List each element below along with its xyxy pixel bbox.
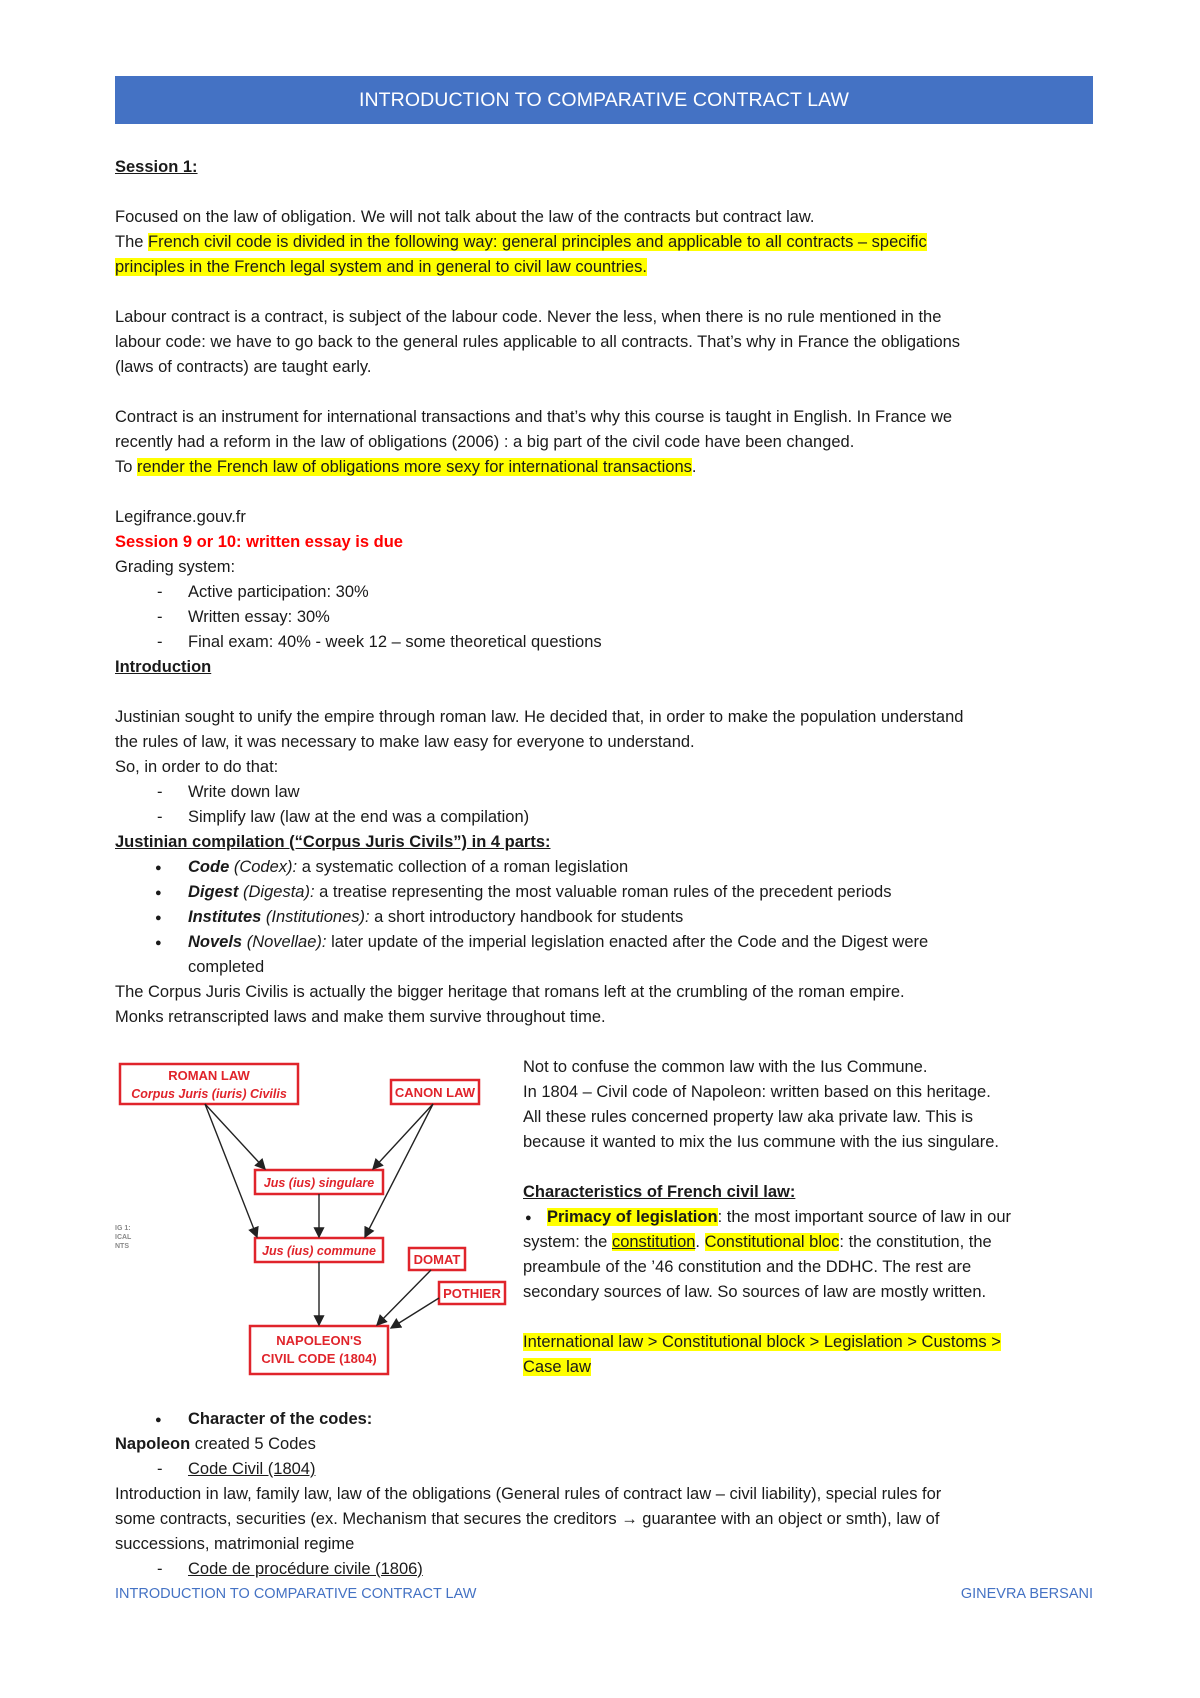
labour-paragraph-line: labour code: we have to go back to the general rules applicable to all contracts. That’s why in France the obligations: [115, 333, 961, 351]
monks-text: Monks retranscripted laws and make them survive throughout time.: [115, 1008, 606, 1026]
step-item: - Simplify law (law at the end was a compilation): [115, 805, 1095, 830]
character-of-codes-heading: ● Character of the codes:: [115, 1407, 1095, 1432]
compilation-part: ● Novels (Novellae): later update of the imperial legislation enacted after the Code and the Digest were: [115, 930, 1095, 955]
diagram-arrows: [205, 1104, 439, 1328]
page-footer: [115, 1586, 1093, 1602]
code-civil-description: some contracts, securities (ex. Mechanism that secures the creditors → guarantee with an object or smth), law of: [115, 1510, 940, 1528]
grading-label: Grading system:: [115, 558, 236, 576]
constitution-highlight: constitution: [611, 1233, 696, 1251]
code-civil-description: Introduction in law, family law, law of the obligations (General rules of contract law – civil liability), special rules for: [115, 1485, 942, 1503]
svg-text:IG 1:: IG 1:: [115, 1225, 131, 1232]
roman-law-box: [120, 1064, 298, 1104]
labour-paragraph-line: (laws of contracts) are taught early.: [115, 358, 372, 376]
napoleon-code-box: [250, 1326, 388, 1374]
highlight-civil-code-cont: principles in the French legal system and in general to civil law countries.: [115, 258, 647, 276]
primacy-of-legislation-item: ● Primacy of legislation: the most important source of law in our: [523, 1205, 1095, 1230]
right-column: Not to confuse the common law with the Ius Commune. In 1804 – Civil code of Napoleon: written based on this heritage. All these rules concerned property law aka private law. This is because it wanted to mix the Ius commune with the ius singulare. Characteristics of French civil law: ● Primacy of legislation: the most important source of law in our system: the constitution. Constitutional bloc: the constitution, the preambule of the ’46 constitution and the DDHC. The rest are secondary sources of law. So sources of law are mostly written. International law > Constitutional block > Legislation > Customs > Case law: [523, 1055, 1095, 1380]
compilation-part: ● Digest (Digesta): a treatise representing the most valuable roman rules of the precedent periods: [115, 880, 1095, 905]
svg-text:DOMAT: DOMAT: [413, 1252, 461, 1267]
corpus-heritage-text: The Corpus Juris Civilis is actually the bigger heritage that romans left at the crumbling of the roman empire.: [115, 983, 905, 1001]
property-law-note: because it wanted to mix the Ius commune with the ius singulare.: [523, 1133, 999, 1151]
footer-author: GINEVRA BERSANI: [960, 1586, 1093, 1602]
svg-text:Jus (ius) singulare: Jus (ius) singulare: [263, 1176, 375, 1190]
session-paragraph-1: Focused on the law of obligation. We will not talk about the law of the contracts but contract law.: [115, 208, 815, 226]
session-heading: Session 1:: [115, 158, 198, 176]
svg-text:CIVIL CODE (1804): CIVIL CODE (1804): [261, 1351, 377, 1366]
grading-item: - Active participation: 30%: [115, 580, 1095, 605]
grading-item: - Final exam: 40% - week 12 – some theoretical questions: [115, 630, 1095, 655]
introduction-heading: Introduction: [115, 658, 212, 676]
jus-commune-box: [255, 1238, 383, 1262]
website-text: Legifrance.gouv.fr: [115, 508, 246, 526]
pothier-box: [439, 1282, 505, 1304]
svg-text:NAPOLEON'S: NAPOLEON'S: [276, 1333, 362, 1348]
code-procedure-item: - Code de procédure civile (1806): [115, 1557, 1095, 1582]
constitutional-bloc-highlight: Constitutional bloc: [704, 1233, 840, 1251]
svg-text:NTS: NTS: [115, 1243, 129, 1250]
legal-history-diagram: [115, 1058, 507, 1380]
svg-text:ROMAN LAW: ROMAN LAW: [168, 1068, 250, 1083]
justinian-paragraph-line: Justinian sought to unify the empire through roman law. He decided that, in order to make the population understand: [115, 708, 964, 726]
document-title: INTRODUCTION TO COMPARATIVE CONTRACT LAW: [358, 88, 850, 111]
in-order-text: So, in order to do that:: [115, 758, 279, 776]
svg-text:CANON LAW: CANON LAW: [394, 1085, 476, 1100]
contract-paragraph-line: To render the French law of obligations more sexy for international transactions.: [115, 458, 697, 476]
sources-hierarchy: International law > Constitutional block > Legislation > Customs >: [523, 1333, 1001, 1351]
code-civil-item: - Code Civil (1804): [115, 1457, 1095, 1482]
code-civil-description: successions, matrimonial regime: [115, 1535, 355, 1553]
session-paragraph-2: The French civil code is divided in the following way: general principles and applicable to all contracts – specific: [115, 233, 927, 251]
svg-text:POTHIER: POTHIER: [443, 1286, 501, 1301]
napoleon-codes-text: Napoleon created 5 Codes: [115, 1435, 316, 1453]
footer-course-title: INTRODUCTION TO COMPARATIVE CONTRACT LAW: [115, 1586, 477, 1602]
jus-singulare-box: [255, 1170, 383, 1194]
labour-paragraph-line: Labour contract is a contract, is subject of the labour code. Never the less, when there is no rule mentioned in the: [115, 308, 942, 326]
justinian-paragraph-line: the rules of law, it was necessary to make law easy for everyone to understand.: [115, 733, 695, 751]
domat-box: [409, 1248, 465, 1270]
grading-item: - Written essay: 30%: [115, 605, 1095, 630]
highlight-sexy: render the French law of obligations more sexy for international transactions: [137, 458, 692, 476]
characteristics-heading: Characteristics of French civil law:: [523, 1183, 796, 1201]
contract-paragraph-line: recently had a reform in the law of obligations (2006) : a big part of the civil code have been changed.: [115, 433, 855, 451]
sources-hierarchy-cont: Case law: [523, 1358, 591, 1376]
napoleon-1804-note: In 1804 – Civil code of Napoleon: written based on this heritage.: [523, 1083, 991, 1101]
step-item: - Write down law: [115, 780, 1095, 805]
compilation-part-continued: completed: [188, 958, 265, 976]
svg-text:Corpus Juris (iuris) Civilis: Corpus Juris (iuris) Civilis: [131, 1087, 287, 1101]
two-column-section: [115, 1055, 1095, 1407]
property-law-note: All these rules concerned property law aka private law. This is: [523, 1108, 973, 1126]
svg-text:ICAL: ICAL: [115, 1234, 132, 1241]
canon-law-box: [391, 1080, 479, 1104]
document-title-banner: [115, 76, 1093, 124]
common-law-note: Not to confuse the common law with the Ius Commune.: [523, 1058, 928, 1076]
compilation-part: ● Code (Codex): a systematic collection of a roman legislation: [115, 855, 1095, 880]
contract-paragraph-line: Contract is an instrument for international transactions and that’s why this course is taught in English. In France we: [115, 408, 953, 426]
diagram-side-caption: [115, 1225, 132, 1250]
document-body: [115, 155, 1095, 1582]
svg-text:Jus (ius) commune: Jus (ius) commune: [262, 1244, 376, 1258]
compilation-part: ● Institutes (Institutiones): a short introductory handbook for students: [115, 905, 1095, 930]
compilation-heading: Justinian compilation (“Corpus Juris Civils”) in 4 parts:: [115, 833, 551, 851]
highlight-civil-code: French civil code is divided in the following way: general principles and applicable to all contracts – specific: [148, 233, 927, 251]
essay-due-notice: Session 9 or 10: written essay is due: [115, 533, 403, 551]
